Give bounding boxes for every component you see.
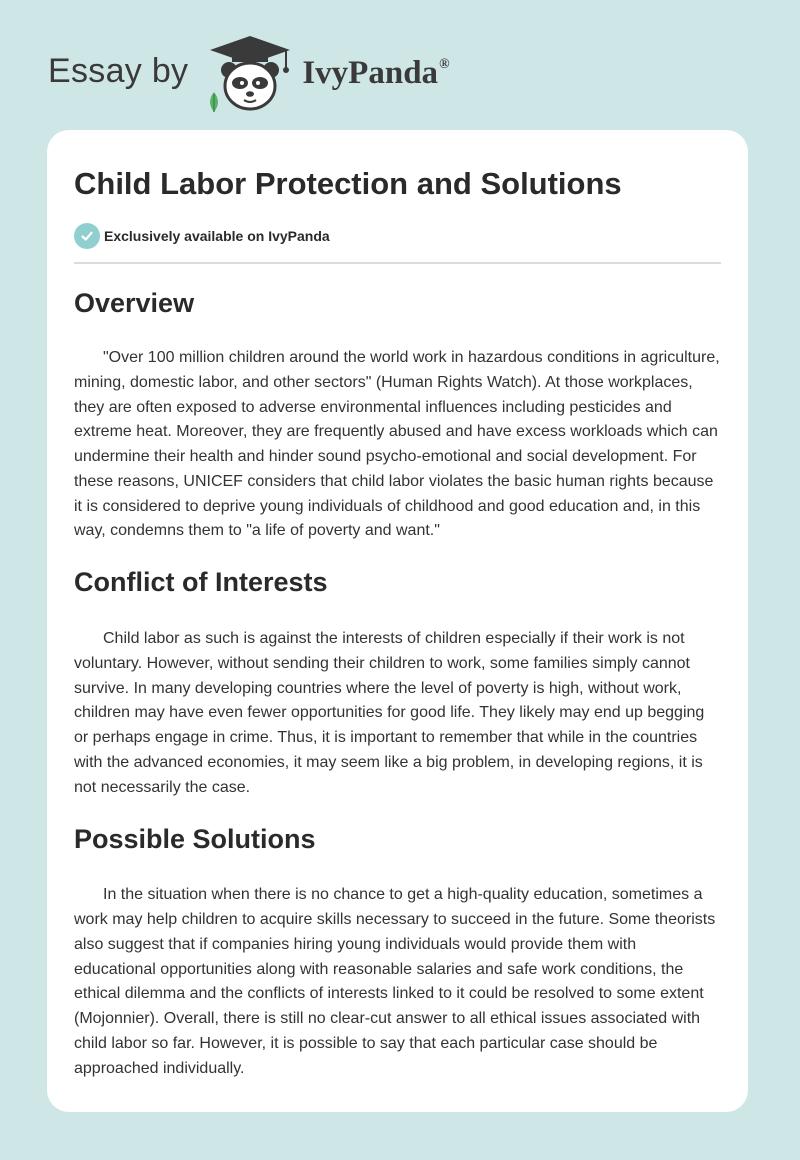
brand-prefix: Essay by	[48, 51, 189, 90]
section-heading-conflict-of-interests: Conflict of Interests	[74, 567, 328, 597]
exclusive-label: Exclusively available on IvyPanda	[104, 228, 330, 244]
section-paragraph-overview: "Over 100 million children around the world work in hazardous conditions in agriculture, mining, domestic labor, and other sectors" (Human Rights Watch). At those workplaces, they are often exposed to adverse environmental influences including pesticides and extreme heat. Moreover, they are frequently abused and have excess workloads which can undermine their health and hinder sound psycho-emotional and social development. For these reasons, UNICEF considers that child labor violates the basic human rights because it is considered to deprive young individuals of childhood and good education and, in this way, condemns them to "a life of poverty and want."	[74, 349, 720, 540]
page-title: Child Labor Protection and Solutions	[74, 166, 622, 201]
section-paragraph-conflict-of-interests: Child labor as such is against the interests of children especially if their work is not voluntary. However, without sending their children to work, some families simply cannot survive. In many developing countries where the level of poverty is high, without work, children may have even fewer opportunities for good life. They likely may end up begging or perhaps engage in crime. Thus, it is important to remember that while in the countries with the advanced economies, it may seem like a big problem, in developing regions, it is not necessarily the case.	[74, 630, 705, 796]
essay-card	[47, 130, 748, 1112]
section-heading-overview: Overview	[74, 288, 195, 318]
section-paragraph-possible-solutions: In the situation when there is no chance to get a high-quality education, sometimes a work may help children to acquire skills necessary to succeed in the future. Some theorists also suggest that if companies hiring young individuals would provide them with educational opportunities along with reasonable salaries and safe work conditions, the ethical dilemma and the conflicts of interests linked to it could be resolved to some extent (Mojonnier). Overall, there is still no clear-cut answer to all ethical issues associated with child labor so far. However, it is possible to say that each particular case should be approached individually.	[74, 886, 716, 1077]
divider	[74, 262, 721, 264]
brand-header[interactable]	[48, 34, 450, 114]
section-heading-possible-solutions: Possible Solutions	[74, 824, 316, 855]
exclusive-badge	[74, 222, 721, 250]
panda-graduate-icon	[202, 34, 298, 114]
brand-name: IvyPanda®	[302, 54, 450, 91]
checkmark-icon	[74, 223, 100, 249]
